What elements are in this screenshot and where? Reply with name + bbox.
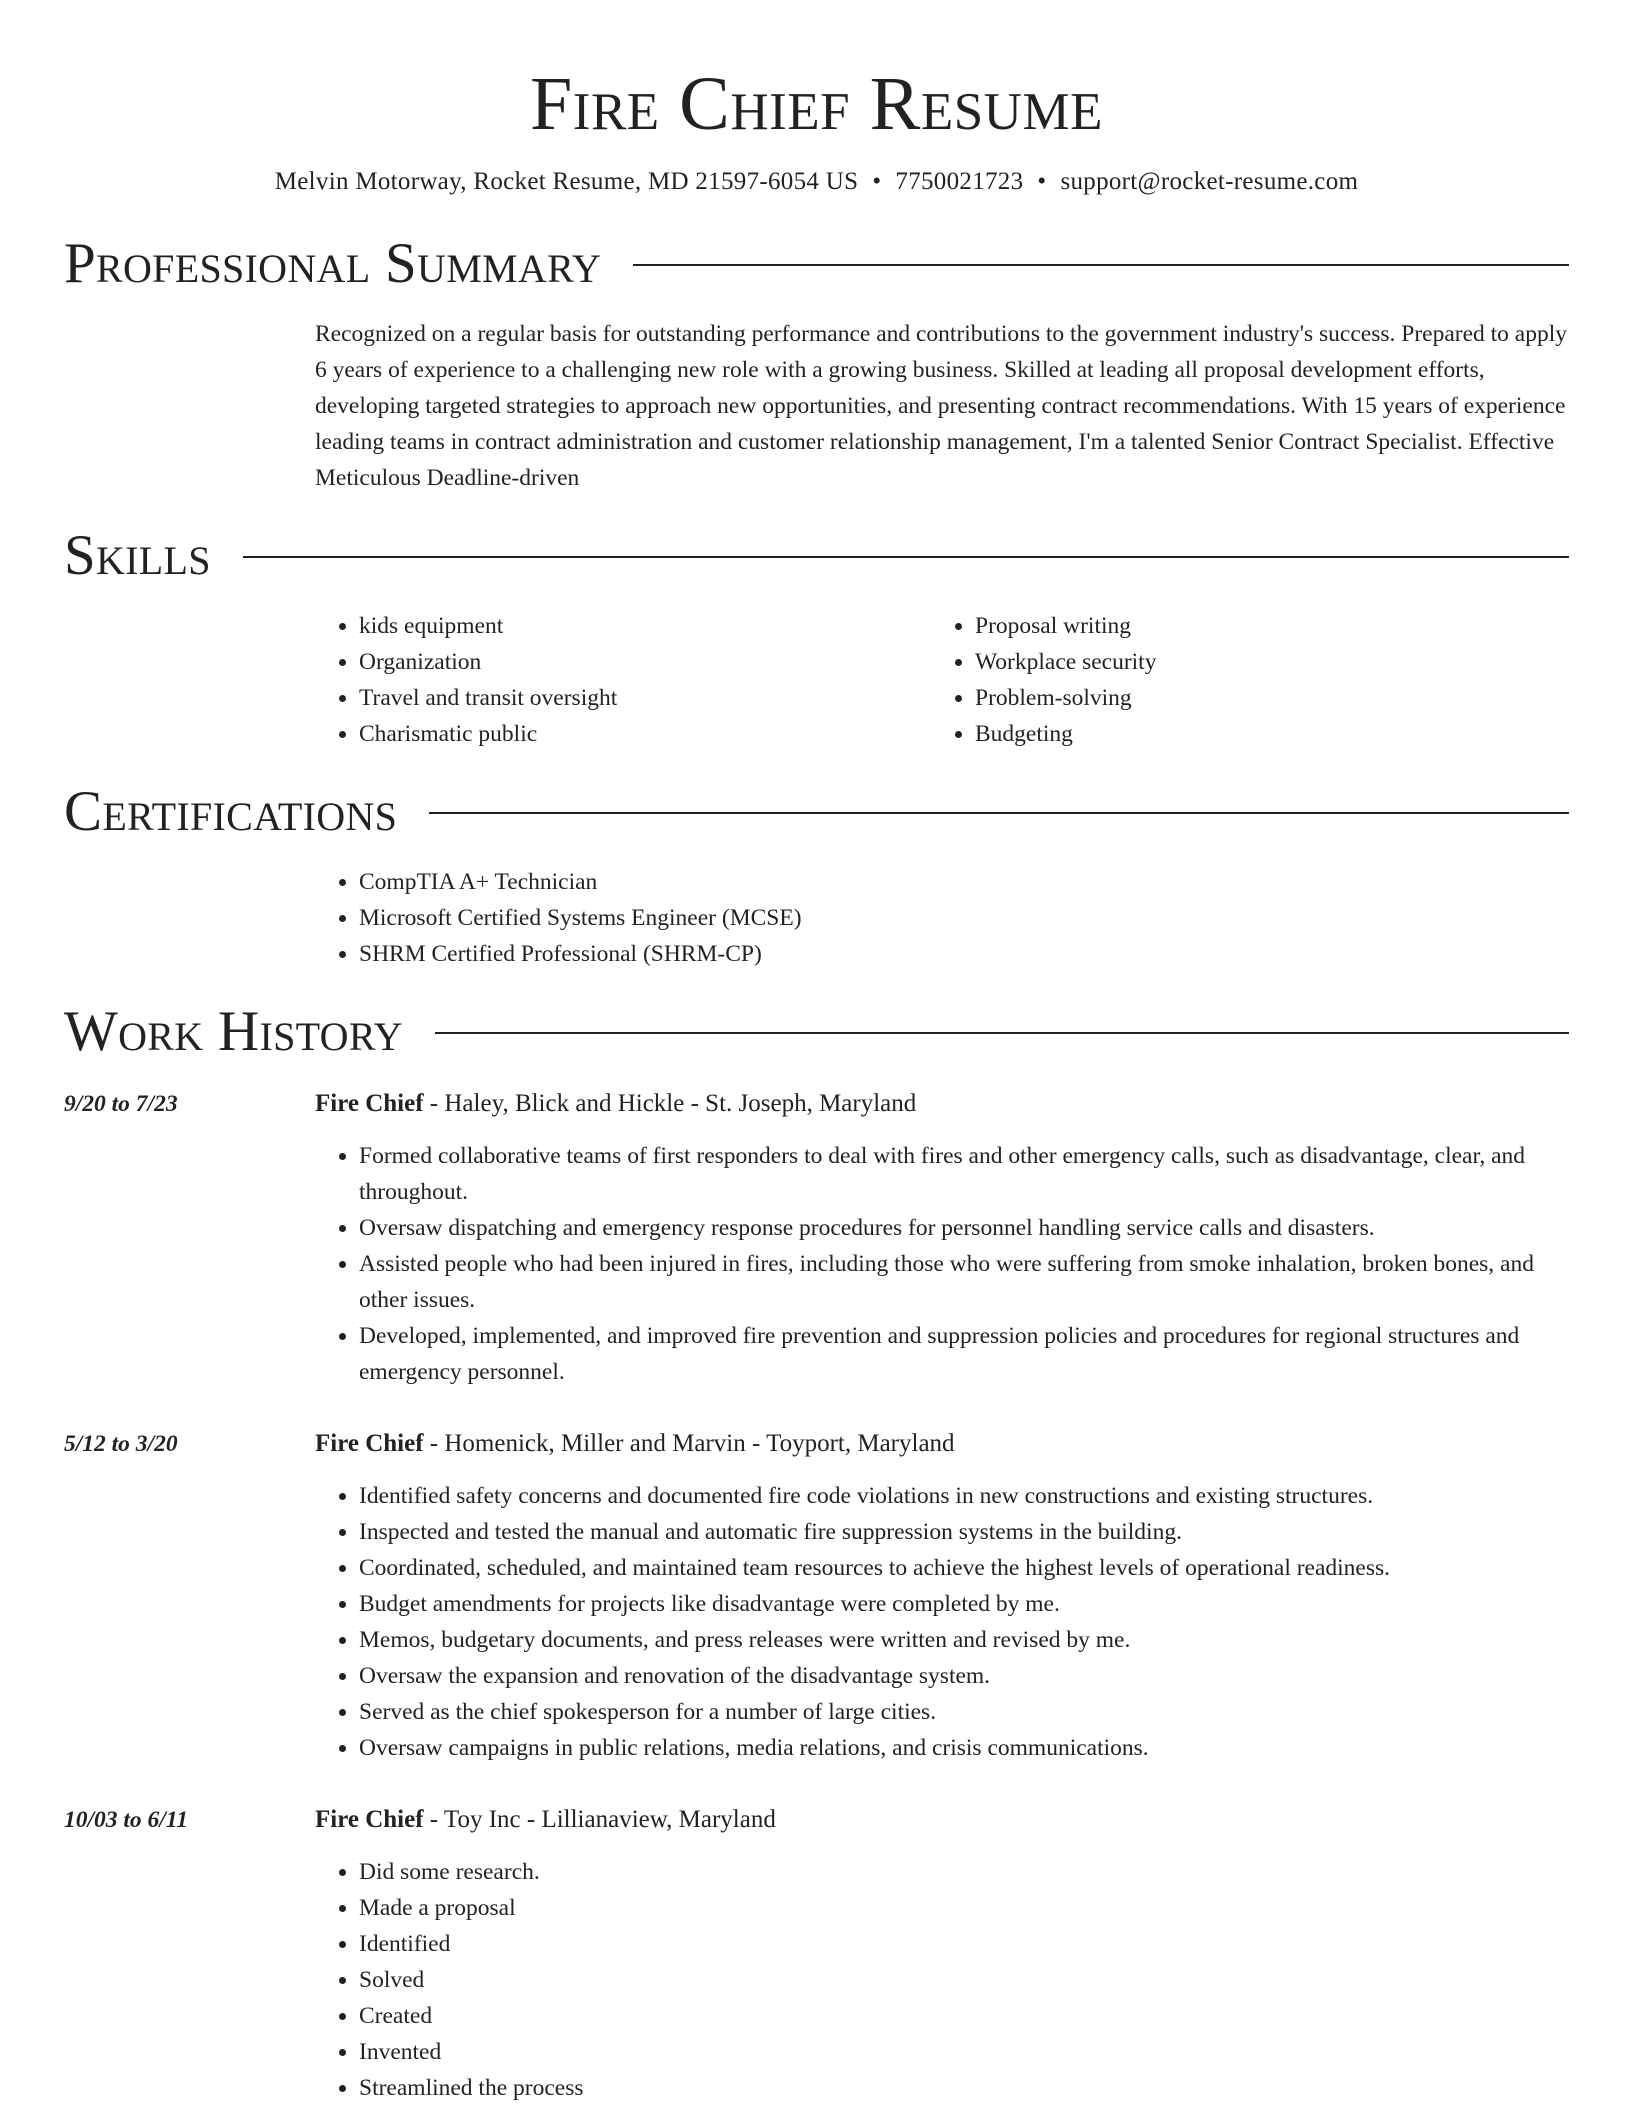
skill-item: • kids equipment xyxy=(359,608,931,644)
job-bullet: • Identified safety concerns and documented fire code violations in new constructions and existing structures. xyxy=(359,1478,1569,1514)
contact-separator: • xyxy=(1037,168,1047,195)
job-title-line xyxy=(315,1086,1569,1122)
contact-separator: • xyxy=(872,168,882,195)
job-bullets xyxy=(315,1138,1569,1390)
job-details: - Homenick, Miller and Marvin - Toyport, Maryland xyxy=(423,1430,955,1457)
job-bullet: • Assisted people who had been injured in fires, including those who were suffering from smoke inhalation, broken bones, and other issues. xyxy=(359,1246,1569,1318)
job-body xyxy=(315,1426,1569,1766)
job-bullet: • Identified xyxy=(359,1926,1569,1962)
certification-item: • CompTIA A+ Technician xyxy=(359,864,1569,900)
job-bullet: • Served as the chief spokesperson for a number of large cities. xyxy=(359,1694,1569,1730)
job-role: Fire Chief xyxy=(315,1806,424,1833)
job-body xyxy=(315,1802,1569,2106)
summary-heading: Professional Summary xyxy=(64,232,602,295)
job-dates: 5/12 to 3/20 xyxy=(64,1431,178,1457)
job-bullet: • Oversaw dispatching and emergency response procedures for personnel handling service calls and disasters. xyxy=(359,1210,1569,1246)
job-bullet: • Did some research. xyxy=(359,1854,1569,1890)
certifications-list xyxy=(315,864,1569,972)
skills-list-left xyxy=(315,608,931,752)
job-bullet: • Developed, implemented, and improved fire prevention and suppression policies and procedures for regional structures and emergency personnel. xyxy=(359,1318,1569,1390)
skill-item: • Charismatic public xyxy=(359,716,931,752)
job-bullet: • Invented xyxy=(359,2034,1569,2070)
contact-line xyxy=(64,166,1569,198)
section-divider xyxy=(633,264,1569,266)
skills-list-right xyxy=(931,608,1547,752)
job-entry xyxy=(64,1426,1569,1766)
job-bullets xyxy=(315,1478,1569,1766)
job-title-line xyxy=(315,1426,1569,1462)
skills-section-header xyxy=(64,524,1569,588)
work-history-heading: Work History xyxy=(64,1000,403,1063)
job-bullet: • Inspected and tested the manual and automatic fire suppression systems in the building. xyxy=(359,1514,1569,1550)
contact-address: Melvin Motorway, Rocket Resume, MD 21597-6054 US xyxy=(274,168,859,195)
job-entry xyxy=(64,1086,1569,1390)
skill-item: • Travel and transit oversight xyxy=(359,680,931,716)
job-bullet: • Solved xyxy=(359,1962,1569,1998)
job-details: - Toy Inc - Lillianaview, Maryland xyxy=(423,1806,776,1833)
job-role: Fire Chief xyxy=(315,1430,424,1457)
skill-item: • Workplace security xyxy=(975,644,1547,680)
job-role: Fire Chief xyxy=(315,1090,424,1117)
skill-item: • Budgeting xyxy=(975,716,1547,752)
job-bullets xyxy=(315,1854,1569,2106)
job-details: - Haley, Blick and Hickle - St. Joseph, Maryland xyxy=(423,1090,917,1117)
job-bullet: • Oversaw the expansion and renovation of the disadvantage system. xyxy=(359,1658,1569,1694)
certifications-section-header xyxy=(64,780,1569,844)
job-body xyxy=(315,1086,1569,1390)
job-title-line xyxy=(315,1802,1569,1838)
certification-item: • Microsoft Certified Systems Engineer (MCSE) xyxy=(359,900,1569,936)
certifications-heading: Certifications xyxy=(64,780,398,843)
job-bullet: • Made a proposal xyxy=(359,1890,1569,1926)
certification-item: • SHRM Certified Professional (SHRM-CP) xyxy=(359,936,1569,972)
job-entry xyxy=(64,1802,1569,2106)
certifications-list-wrap xyxy=(315,864,1569,972)
job-bullet: • Formed collaborative teams of first responders to deal with fires and other emergency calls, such as disadvantage, clear, and throughout. xyxy=(359,1138,1569,1210)
contact-email: support@rocket-resume.com xyxy=(1060,168,1359,195)
contact-phone: 7750021723 xyxy=(895,168,1024,195)
job-bullet: • Coordinated, scheduled, and maintained team resources to achieve the highest levels of operational readiness. xyxy=(359,1550,1569,1586)
job-bullet: • Memos, budgetary documents, and press releases were written and revised by me. xyxy=(359,1622,1569,1658)
summary-section-header xyxy=(64,232,1569,296)
job-dates: 9/20 to 7/23 xyxy=(64,1091,178,1117)
job-bullet: • Streamlined the process xyxy=(359,2070,1569,2106)
skill-item: • Organization xyxy=(359,644,931,680)
section-divider xyxy=(243,556,1569,558)
summary-text: Recognized on a regular basis for outstanding performance and contributions to the government industry's success. Prepared to apply 6 years of experience to a challenging new role with a growing business. Skilled at leading all proposal development efforts, developing targeted strategies to approach new opportunities, and presenting contract recommendations. With 15 years of experience leading teams in contract administration and customer relationship management, I'm a talented Senior Contract Specialist. Effective Meticulous Deadline-driven xyxy=(315,321,1568,491)
skill-item: • Problem-solving xyxy=(975,680,1547,716)
job-bullet: • Created xyxy=(359,1998,1569,2034)
work-history-section-header xyxy=(64,1000,1569,1064)
resume-title: Fire Chief Resume xyxy=(530,62,1103,146)
job-bullet: • Budget amendments for projects like disadvantage were completed by me. xyxy=(359,1586,1569,1622)
job-dates: 10/03 to 6/11 xyxy=(64,1807,189,1833)
skills-grid xyxy=(315,608,1569,752)
skill-item: • Proposal writing xyxy=(975,608,1547,644)
section-divider xyxy=(429,812,1569,814)
resume-page xyxy=(64,0,1569,2106)
section-divider xyxy=(435,1032,1569,1034)
skills-heading: Skills xyxy=(64,524,211,587)
job-bullet: • Oversaw campaigns in public relations, media relations, and crisis communications. xyxy=(359,1730,1569,1766)
